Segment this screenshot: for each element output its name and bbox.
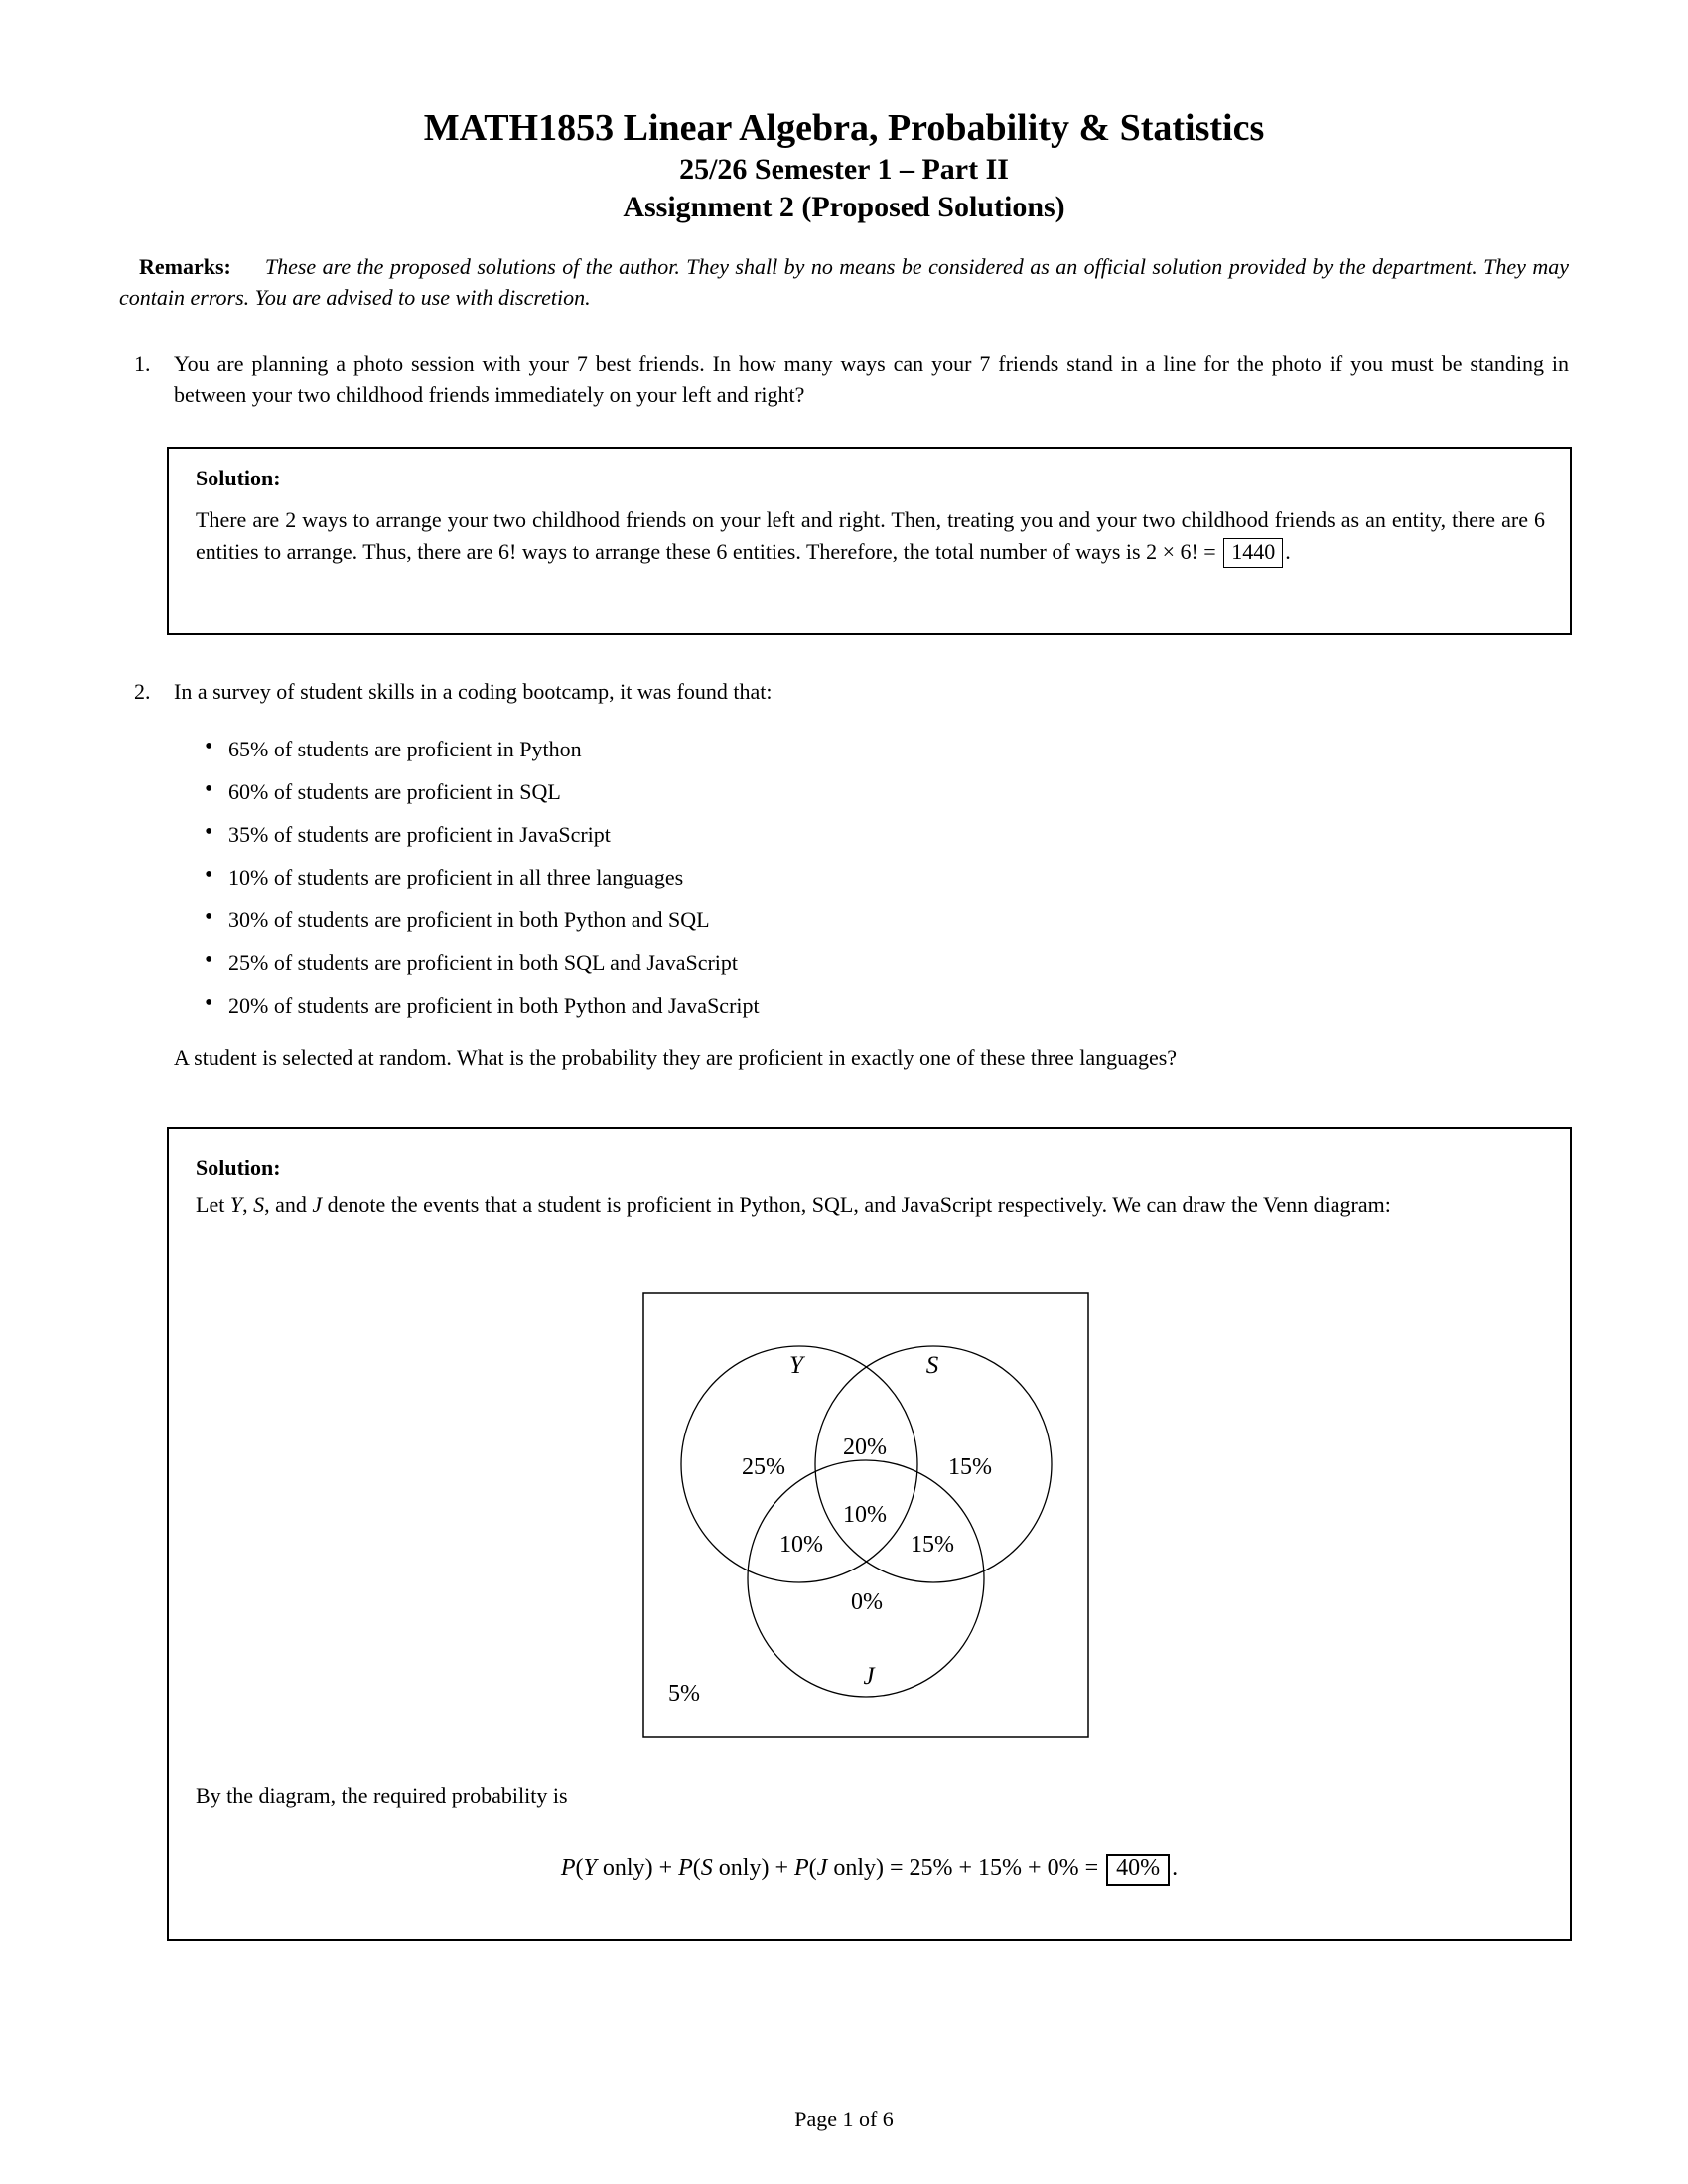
list-item (205, 819, 1495, 850)
formula-only3: only (827, 1855, 876, 1881)
bullet-text: 65% of students are proficient in Python (228, 737, 582, 761)
bullet-icon: • (205, 734, 213, 759)
formula-only1: only (596, 1855, 645, 1881)
bullet-icon: • (205, 990, 213, 1016)
solution-1-text: There are 2 ways to arrange your two childhood friends on your left and right. Then, treating you and your two childhood friends as an entity, there are 6 entities to arrange. Thus, there are 6! ways to arrange these 6 entities. Therefore, the total number of ways is 2 × 6! = (196, 507, 1545, 564)
formula-period: . (1172, 1855, 1179, 1881)
answer-box-40: 40% (1106, 1854, 1170, 1886)
formula-close3: ) = (875, 1855, 910, 1881)
remarks-paragraph (119, 251, 1569, 313)
bullet-icon: • (205, 904, 213, 930)
venn-region-outside: 5% (668, 1681, 700, 1706)
list-item (205, 904, 1495, 935)
formula-Y: Y (583, 1855, 597, 1881)
venn-region-s-and-j: 15% (911, 1532, 954, 1558)
question-2-intro: In a survey of student skills in a coding bootcamp, it was found that: (174, 679, 773, 704)
intro-sep2: , and (264, 1192, 313, 1217)
formula-S: S (700, 1855, 713, 1881)
solution-box-2 (167, 1127, 1572, 1941)
bullet-icon: • (205, 862, 213, 887)
solution-1-label: Solution: (196, 466, 281, 490)
formula-close1: ) + (644, 1855, 679, 1881)
formula-open3: ( (808, 1855, 817, 1881)
venn-circle-javascript (748, 1460, 984, 1697)
venn-region-j-only: 0% (851, 1589, 883, 1615)
venn-set-label-s: S (925, 1352, 939, 1379)
list-item (205, 862, 1495, 892)
by-diagram-text: By the diagram, the required probability is (196, 1783, 568, 1808)
venn-region-y-only: 25% (742, 1454, 785, 1480)
bullet-icon: • (205, 776, 213, 802)
formula-open1: ( (575, 1855, 584, 1881)
remarks-label: Remarks: (139, 254, 231, 279)
question-2 (134, 676, 1569, 707)
venn-set-label-j: J (863, 1663, 875, 1690)
intro-lead: Let (196, 1192, 230, 1217)
question-1-number: 1. (134, 351, 151, 376)
page-title: MATH1853 Linear Algebra, Probability & Statistics (423, 107, 1265, 149)
question-1-text: You are planning a photo session with your 7 best friends. In how many ways can your 7 friends stand in a line for the photo if you must be standing in between your two childhood friends immediately on your left and right? (174, 351, 1569, 407)
intro-sep1: , (242, 1192, 254, 1217)
list-item (205, 947, 1495, 978)
list-item (205, 734, 1495, 764)
venn-diagram (642, 1292, 1089, 1738)
answer-box-1440: 1440 (1223, 538, 1283, 568)
probability-formula (169, 1851, 1570, 1886)
document-header (0, 105, 1688, 226)
solution-2-intro (196, 1189, 1547, 1221)
intro-rest: denote the events that a student is proficient in Python, SQL, and JavaScript respectively. We can draw the Venn diagram: (322, 1192, 1391, 1217)
solution-box-1 (167, 447, 1572, 635)
formula-J: J (816, 1855, 828, 1881)
list-item (205, 990, 1495, 1021)
formula-values: 25% + 15% + 0% = (909, 1855, 1105, 1881)
venn-set-label-y: Y (789, 1352, 803, 1379)
venn-region-y-and-j: 10% (779, 1532, 823, 1558)
formula-open2: ( (692, 1855, 701, 1881)
bullet-text: 30% of students are proficient in both Python and SQL (228, 907, 710, 932)
formula-P3: P (793, 1855, 809, 1881)
venn-svg (642, 1292, 1089, 1738)
remarks-text: These are the proposed solutions of the author. They shall by no means be considered as an official solution provided by the department. They may contain errors. You are advised to use with discretion. (119, 254, 1569, 310)
subtitle-semester: 25/26 Semester 1 – Part II (679, 153, 1009, 186)
solution-2-label: Solution: (196, 1156, 281, 1180)
solution-1-body (196, 504, 1545, 568)
event-y: Y (229, 1192, 243, 1217)
event-s: S (253, 1192, 265, 1217)
bullet-icon: • (205, 947, 213, 973)
solution-1-period: . (1285, 539, 1291, 564)
subtitle-assignment: Assignment 2 (Proposed Solutions) (623, 191, 1065, 223)
bullet-text: 10% of students are proficient in all three languages (228, 865, 684, 889)
question-2-number: 2. (134, 679, 151, 704)
event-j: J (312, 1192, 323, 1217)
question-2-text: A student is selected at random. What is the probability they are proficient in exactly one of these three languages? (174, 1045, 1178, 1070)
bullet-text: 25% of students are proficient in both SQL and JavaScript (228, 950, 739, 975)
page-footer: Page 1 of 6 (794, 2107, 894, 2131)
venn-region-s-only: 15% (948, 1454, 992, 1480)
venn-region-y-and-s: 20% (843, 1434, 887, 1460)
bullet-text: 20% of students are proficient in both Python and JavaScript (228, 993, 760, 1018)
survey-bullet-list (205, 734, 1495, 1032)
venn-region-all-three: 10% (843, 1502, 887, 1528)
formula-only2: only (712, 1855, 762, 1881)
formula-P1: P (560, 1855, 576, 1881)
bullet-icon: • (205, 819, 213, 845)
bullet-text: 35% of students are proficient in JavaScript (228, 822, 611, 847)
formula-close2: ) + (761, 1855, 794, 1881)
formula-P2: P (678, 1855, 693, 1881)
list-item (205, 776, 1495, 807)
bullet-text: 60% of students are proficient in SQL (228, 779, 561, 804)
question-1 (134, 348, 1569, 410)
